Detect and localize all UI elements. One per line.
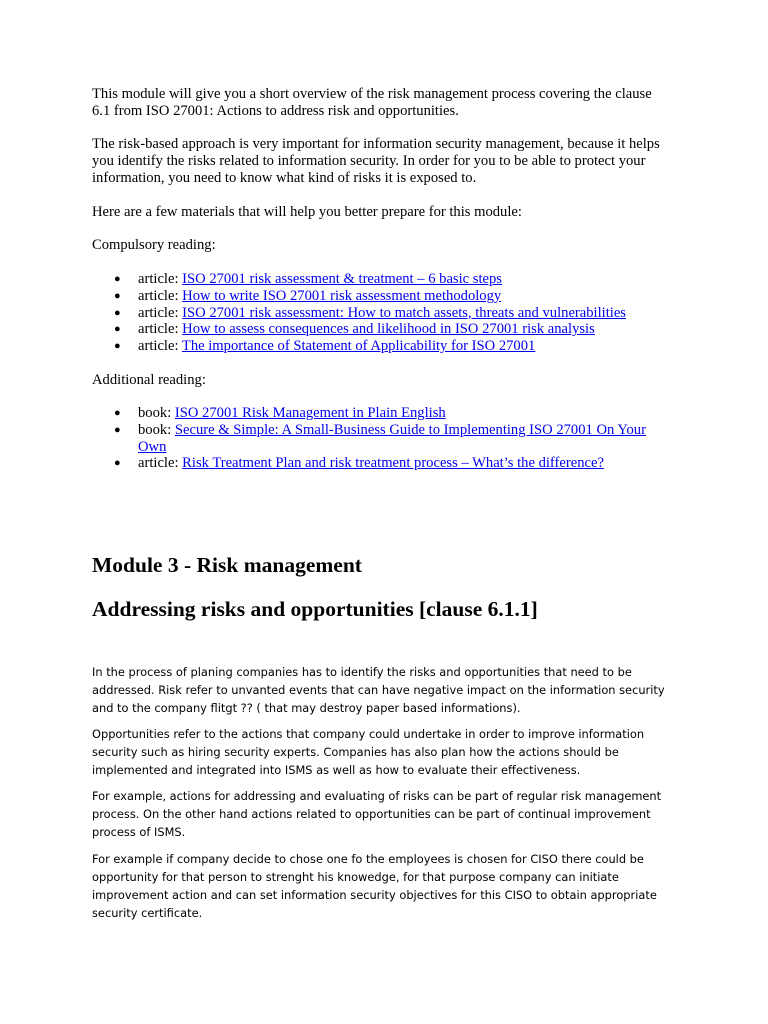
body-paragraph-3: For example, actions for addressing and evaluating of risks can be part of regular risk management process. On the other hand actions related to opportunities can be part of continual improvement process of ISMS.: [92, 789, 662, 839]
item-prefix: article:: [138, 338, 182, 355]
body-paragraph-1: In the process of planing companies has to identify the risks and opportunities that need to be addressed. Risk refer to unvanted events that can have negative impact on the information security and to the company flitgt ?? ( that may destroy paper based informations).: [92, 665, 665, 715]
reading-link[interactable]: The importance of Statement of Applicability for ISO 27001: [181, 338, 536, 355]
item-prefix: book:: [138, 405, 175, 421]
reading-link[interactable]: Risk Treatment Plan and risk treatment process – What’s the difference?: [182, 455, 604, 472]
reading-link[interactable]: ISO 27001 risk assessment: How to match assets, threats and vulnerabilities: [182, 304, 626, 321]
item-prefix: article:: [138, 455, 183, 472]
list-item: [92, 338, 692, 355]
body-paragraph-2: Opportunities refer to the actions that company could undertake in order to improve information security such as hiring security experts. Companies has also plan how the actions should be implemented and integrated into ISMS as well as how to evaluate their effectiveness.: [92, 727, 645, 777]
bullet-icon: ●: [114, 323, 121, 336]
compulsory-reading-list: [92, 271, 692, 355]
list-item: [92, 271, 692, 288]
bullet-icon: ●: [114, 289, 121, 302]
reading-link[interactable]: Secure & Simple: A Small-Business Guide to Implementing ISO 27001 On Your Own: [138, 421, 646, 455]
list-item: [92, 288, 692, 305]
item-prefix: article:: [138, 271, 183, 287]
item-prefix: article:: [138, 287, 183, 304]
bullet-icon: ●: [114, 273, 121, 285]
list-item: [92, 321, 692, 338]
intro-paragraph-2: The risk-based approach is very important for information security management, because it helps you identify the risks related to information security. In order for you to be able to protect your information, you need to know what kind of risks it is exposed to.: [92, 136, 660, 186]
compulsory-reading-label: Compulsory reading:: [92, 237, 216, 253]
module-subtitle: Addressing risks and opportunities [clause 6.1.1]: [92, 597, 538, 621]
item-prefix: article:: [138, 304, 183, 321]
item-prefix: book:: [138, 421, 175, 438]
additional-reading-list: [92, 405, 652, 472]
additional-reading-label: Additional reading:: [92, 372, 206, 388]
body-paragraph-4: For example if company decide to chose one fo the employees is chosen for CISO there could be opportunity for that person to strenght his knowedge, for that purpose company can initiate improvement action and can set information security objectives for this CISO to obtain appropriate security certificate.: [92, 852, 657, 920]
intro-paragraph-3: Here are a few materials that will help you better prepare for this module:: [92, 204, 522, 220]
item-prefix: article:: [138, 321, 183, 338]
bullet-icon: ●: [114, 407, 121, 419]
bullet-icon: ●: [114, 340, 121, 353]
module-title: Module 3 - Risk management: [92, 553, 362, 577]
list-item: [92, 455, 652, 472]
list-item: [92, 422, 652, 456]
reading-link[interactable]: How to assess consequences and likelihood in ISO 27001 risk analysis: [182, 321, 595, 338]
reading-link[interactable]: ISO 27001 risk assessment & treatment – 6 basic steps: [182, 271, 502, 287]
reading-link[interactable]: How to write ISO 27001 risk assessment methodology: [182, 287, 502, 304]
list-item: [92, 405, 652, 422]
list-item: [92, 305, 692, 322]
bullet-icon: ●: [114, 423, 121, 436]
intro-paragraph-1: This module will give you a short overview of the risk management process covering the clause 6.1 from ISO 27001: Actions to address risk and opportunities.: [92, 86, 652, 119]
bullet-icon: ●: [114, 457, 121, 470]
bullet-icon: ●: [114, 306, 121, 319]
reading-link[interactable]: ISO 27001 Risk Management in Plain English: [174, 405, 446, 421]
